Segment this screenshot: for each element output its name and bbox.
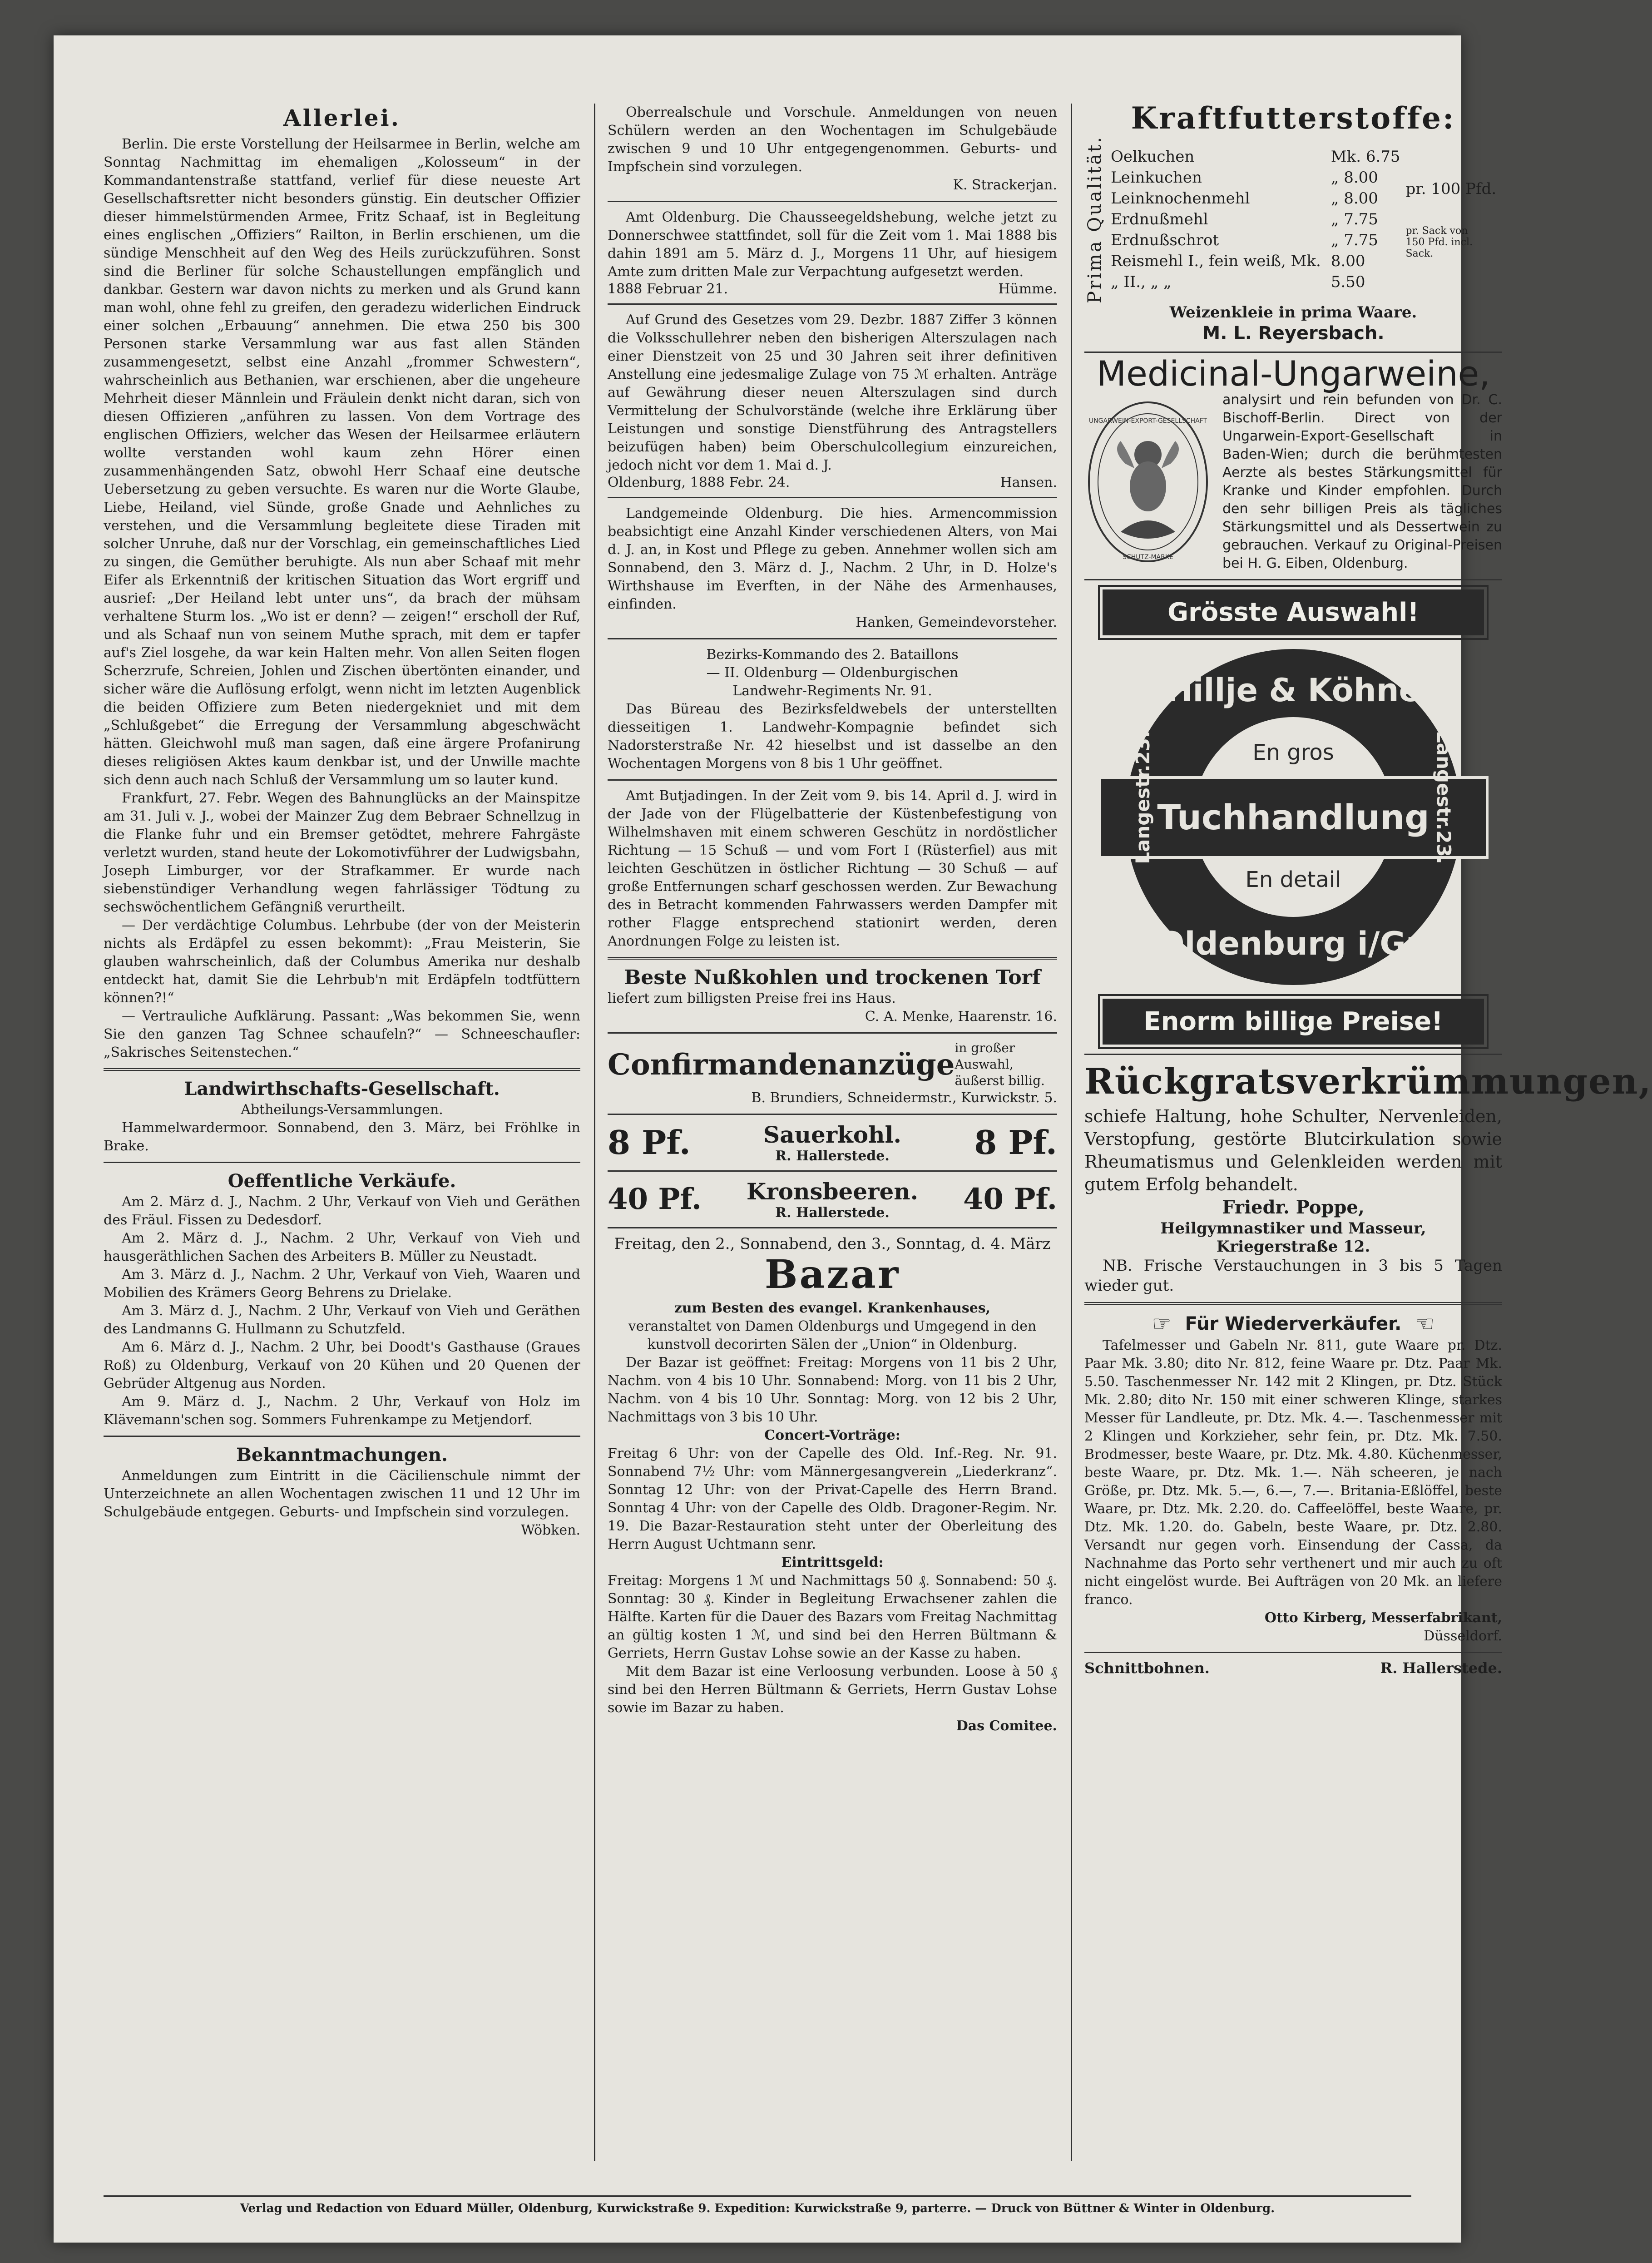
divider <box>1084 579 1502 580</box>
table-row <box>1106 230 1405 250</box>
divider <box>104 1068 580 1071</box>
table-row <box>1106 188 1405 208</box>
ad-amt-oldenburg: Amt Oldenburg. Die Chausseegeldshebung, welche jetzt zu Donnerschwee stattfindet, soll für die Zeit vom 1. Mai 1888 bis dahin 1891 am 5. März d. J., Morgens 11 Uhr, auf hiesigem Amte zum dritten Male zur Verpachtung aufgesetzt werden. <box>608 209 1057 280</box>
imprint-footer: Verlag und Redaction von Eduard Müller, Oldenburg, Kurwickstraße 9. Expedition: Kurwickstraße 9, parterre. — Druck von Büttner & Winter in Oldenburg. <box>104 2195 1411 2215</box>
ad-bezirk-head: — II. Oldenburg — Oldenburgischen <box>706 665 959 681</box>
price: 5.50 <box>1331 273 1365 292</box>
item: Schnittbohnen. <box>1084 1659 1210 1677</box>
ad-kohlen-text: liefert zum billigsten Preise frei ins Haus. <box>608 990 896 1006</box>
bazar-text1: veranstaltet von Damen Oldenburgs und Umgegend in den kunstvoll decorirten Sälen der „Union“ in Oldenburg. <box>628 1318 1037 1352</box>
ad-oberrealschule-sign: K. Strackerjan. <box>953 177 1057 193</box>
rv-addr: Kriegerstraße 12. <box>1216 1238 1370 1256</box>
price: „ 7.75 <box>1331 210 1378 229</box>
date: Oldenburg, 1888 Febr. 24. <box>608 475 790 490</box>
price: 8 Pf. <box>608 1123 691 1162</box>
divider <box>104 1162 580 1163</box>
unit-sack: pr. Sack von 150 Pfd. incl. Sack. <box>1405 225 1473 259</box>
kraftfutter-body <box>1084 135 1502 303</box>
ad-butjadingen: Amt Butjadingen. In der Zeit vom 9. bis 14. April d. J. wird in der Jade von der Flügelbatterie der Küstenbefestigung von Wilhelmshaven mit einem schweren Geschütz in nordöstlicher Richtung — 15 Schuß — und vom Fort I (Rüsterfiel) aus mit leichten Geschützen in östlicher Richtung — 30 Schuß — auf große Entfernungen scharf geschossen werden. Zur Bewachung des in Betracht kommenden Fahrwassers werden Dampfer mit rother Flagge entsprechend stationirt werden, deren Anordnungen Folge zu leisten ist. <box>608 788 1057 949</box>
ad-landgemeinde: Landgemeinde Oldenburg. Die hies. Armencommission beabsichtigt eine Anzahl Kinder verschiedenen Alters, von Mai d. J. an, in Kost und Pflege zu geben. Annehmer wollen sich am Sonnabend, den 3. März d. J., Nachm. 2 Uhr, in D. Holze's Wirthshause im Everften, in der Nähe des Armenhauses, einfinden. <box>608 505 1057 612</box>
divider <box>1084 1652 1502 1653</box>
price: 40 Pf. <box>608 1182 702 1216</box>
kraftfutter-extra: Weizenkleie in prima Waare. <box>1169 303 1417 322</box>
table-row <box>1106 251 1405 271</box>
lw-text: Hammelwardermoor. Sonnabend, den 3. März, bei Fröhlke in Brake. <box>104 1120 580 1154</box>
ad-amt-oldenburg-footer <box>608 281 1057 297</box>
price: 40 Pf. <box>963 1182 1057 1216</box>
ad-schnittbohnen <box>1084 1659 1502 1677</box>
item: Oelkuchen <box>1111 148 1195 166</box>
newspaper-page <box>54 35 1652 2243</box>
rv-nb: NB. Frische Verstauchungen in 3 bis 5 Tagen wieder gut. <box>1084 1257 1502 1295</box>
divider <box>608 638 1057 639</box>
column-rule <box>1071 104 1072 2161</box>
wv-city: Düsseldorf. <box>1424 1628 1502 1644</box>
hillje-koehne-seal <box>1125 649 1461 985</box>
item: Erdnußmehl <box>1111 210 1208 229</box>
bazar-dates: Freitag, den 2., Sonnabend, den 3., Sonntag, d. 4. März <box>614 1235 1051 1253</box>
ov-item: Am 2. März d. J., Nachm. 2 Uhr, Verkauf von Vieh und Geräthen des Fräul. Fissen zu Dedesdorf. <box>104 1194 580 1228</box>
divider <box>608 1032 1057 1034</box>
article-berlin: Berlin. Die erste Vorstellung der Heilsarmee in Berlin, welche am Sonntag Nachmittag im ehemaligen „Kolosseum“ in der Kommandantenstraße stattfand, verlief für diese neueste Art Gesellschaftsretter nicht besonders günstig. Ein deutscher Offizier dieser himmelstürmenden Armee, Fritz Schaaf, ist in Begleitung eines englischen „Offiziers“ Railton, in Berlin erschienen, um die sündige Menschheit auf den Weg des Heils zurückzuführen. Sonst sind die Berliner für solche Schaustellungen empfänglich und dankbar. Gestern war davon nichts zu merken und als Grund kann man wohl, ohne fehl zu greifen, den geradezu widerlichen Eindruck einer solchen „Erbauung“ annehmen. Die etwa 250 bis 300 Personen starke Versammlung war aus fast allen Ständen zusammengesetzt, selbst eine Anzahl „frommer Schwestern“, wahrscheinlich aus Bethanien, war erschienen, aber die ungeheure Mehrheit dieser Männlein und Fräulein denkt nicht daran, sich von diesen Offizieren „anführen zu lassen. Von dem Vortrage des englischen Offiziers, welcher das Wesen der Heilsarmee erläutern wollte verstanden wohl kaum zehn Hörer einen zusammenhängenden Satz, obwohl Herr Schaaf eine deutsche Uebersetzung zu geben versuchte. Es waren nur die Worte Glaube, Liebe, Heiland, viel Sünde, große Gnade und Aehnliches zu verstehen, und die Versammlung begleitete diese Tiraden mit solcher Unruhe, daß nur der Vorschlag, ein gemeinschaftliches Lied zu singen, die Gemüther beruhigte. Als nun aber Schaaf mit mehr Eifer als Erkenntniß der kritischen Situation das Wort ergriff und ausrief: „Der Heiland lebt unter uns“, da brach der mühsam verhaltene Sturm los. „Wo ist er denn? — zeigen!“ erscholl der Ruf, und als Schaaf nun von seinem Muthe sprach, mit dem er tapfer auf's Ziel losgehe, da war kein Halten mehr. Von allen Seiten flogen Scherzrufe, Schreien, Johlen und Zischen übertönten einander, und sicher wäre die Auflösung erfolgt, wenn nicht im letzten Augenblick die beiden Offiziere zum Beten niedergekniet und mit dem „Schlußgebet“ die Erregung der Versammlung abgeschwächt hätten. Gleichwohl muß man sagen, daß eine ärgere Profanirung dieses religiösen Aktes kaum denkbar ist, und der Unwille machte sich denn auch nach Schluß der Versammlung um so lauter kund. <box>104 136 580 788</box>
ad-gesetz: Auf Grund des Gesetzes vom 29. Dezbr. 1887 Ziffer 3 können die Volksschullehrer neben den bisherigen Alterszulagen nach einer Dienstzeit von 25 und 30 Jahren seit ihrer definitiven Anstellung eine jedesmalige Zulage von 75 ℳ erhalten. Anträge auf Gewährung dieser neuen Alterszulagen sind durch Vermittelung der Schulvorstände (welche ihre Erklärung über Leistungen und sonstige Dienstführung des Antragstellers beizufügen haben) beim Oberschulcollegium einzureichen, jedoch nicht vor dem 1. Mai d. J. <box>608 312 1057 473</box>
article-columbus: — Der verdächtige Columbus. Lehrbube (der von der Meisterin nichts als Erdäpfel zu essen bekommt): „Frau Meisterin, Sie glauben wahrscheinlich, daß der Columbus Amerika nur deshalb entdeckt hat, damit Sie die Lehrbub'n mit Erdäpfeln todtfüttern können?!“ <box>104 917 580 1006</box>
rv-name: Friedr. Poppe, <box>1222 1197 1365 1218</box>
seal-detail: En detail <box>1245 867 1341 893</box>
wv-text: Tafelmesser und Gabeln Nr. 811, gute Waare pr. Dtz. Paar Mk. 3.80; dito Nr. 812, feine Waare pr. Dtz. Paar Mk. 5.50. Taschenmesser Nr. 142 mit 2 Klingen, pr. Dtz. Stück Mk. 2.80; dito Nr. 150 mit einer schweren Klinge, starkes Messer für Landleute, pr. Dtz. Mk. 4.—. Taschenmesser mit 2 Klingen und Korkzieher, sehr fein, pr. Dtz. Mk. 7.50. Brodmesser, beste Waare, pr. Dtz. Mk. 4.80. Küchenmesser, beste Waare, pr. Dtz. Mk. 1.—. Näh scheeren, je nach Größe, pr. Dtz. Mk. 5.—, 6.—, 7.—. Britania-Eßlöffel, beste Waare, pr. Dtz. Mk. 2.20. do. Caffeelöffel, beste Waare, pr. Dtz. Mk. 1.20. do. Gabeln, beste Waare, pr. Dtz. 2.80. Versandt nur gegen vorh. Einsendung der Cassa, da Nachnahme das Porto sehr verthenert und mir auch zu oft nicht eingelöst wurde. Bei Aufträgen von 20 Mk. an liefere franco. <box>1084 1337 1502 1608</box>
signature: Hansen. <box>1000 475 1057 490</box>
price: „ 8.00 <box>1331 168 1378 187</box>
price: „ 8.00 <box>1331 189 1378 208</box>
seal-city: Oldenburg i/Gr. <box>1157 925 1429 963</box>
bazar-text2: Der Bazar ist geöffnet: Freitag: Morgens von 11 bis 2 Uhr, Nachm. von 4 bis 10 Uhr. Sonnabend: Morg. von 11 bis 2 Uhr, Nachm. von 4 bis 10 Uhr. Sonntag: Morg. von 12 bis 2 Uhr, Nachmittags von 3 bis 10 Uhr. <box>608 1355 1057 1425</box>
date: 1888 Februar 21. <box>608 281 728 297</box>
wv-head: Für Wiederverkäufer. <box>1185 1313 1402 1335</box>
bazar-entry: Freitag: Morgens 1 ℳ und Nachmittags 50 ₰. Sonnabend: 50 ₰. Sonntag: 30 ₰. Kinder in Begleitung Erwachsener zahlen die Hälfte. Karten für die Dauer des Bazars vom Freitag Nachmittag an gültig kosten 1 ℳ, und sind bei den Herren Bültmann & Gerriets, Herrn Gustav Lohse sowie an der Kasse zu haben. <box>608 1573 1057 1661</box>
ad-kronsbeeren-center <box>747 1178 918 1221</box>
divider <box>1084 1054 1502 1055</box>
cherub-icon <box>1084 396 1212 568</box>
bk-heading: Bekanntmachungen. <box>236 1444 448 1466</box>
ad-bezirk-text: Das Büreau des Bezirksfeldwebels der unterstellten diesseitigen 1. Landwehr-Kompagnie befindet sich Nadorsterstraße Nr. 42 hieselbst und ist dasselbe an den Wochentagen Morgens von 8 bis 1 Uhr geöffnet. <box>608 701 1057 772</box>
seal-name: Hillje & Köhne <box>1166 672 1421 709</box>
price: Mk. 6.75 <box>1331 148 1400 166</box>
ad-confirmanden-sign: B. Brundiers, Schneidermstr., Kurwickstr. 5. <box>751 1090 1057 1106</box>
bazar-concert: Freitag 6 Uhr: von der Capelle des Old. Inf.-Reg. Nr. 91. Sonnabend 7½ Uhr: vom Männergesangverein „Liederkranz“. Sonntag 12 Uhr: von der Privat-Capelle des Herrn Brand. Sonntag 4 Uhr: von der Capelle des Oldb. Dragoner-Regim. Nr. 19. Die Bazar-Restauration steht unter der Oberleitung des Herrn August Uchtmann senr. <box>608 1446 1057 1552</box>
column-1 <box>104 104 580 1540</box>
kraftfutter-head: Kraftfutterstoffe: <box>1131 100 1456 136</box>
unit: pr. 100 Pfd. <box>1405 179 1497 198</box>
seal-engros: En gros <box>1252 740 1334 766</box>
item: Leinknochenmehl <box>1111 189 1250 208</box>
divider <box>608 1114 1057 1115</box>
ov-heading: Oeffentliche Verkäufe. <box>228 1170 456 1192</box>
item: Sauerkohl. <box>763 1121 901 1148</box>
wv-header <box>1084 1311 1502 1337</box>
table-row <box>1106 147 1405 167</box>
item: Reismehl I., fein weiß, Mk. <box>1111 252 1321 271</box>
ov-item: Am 3. März d. J., Nachm. 2 Uhr, Verkauf von Vieh, Waaren und Mobilien des Krämers Georg Behrens zu Drielake. <box>104 1267 580 1301</box>
rv-text: schiefe Haltung, hohe Schulter, Nervenleiden, Verstopfung, gestörte Blutcirkulation sowie Rheumatismus und Gelenkleiden werden mit gutem Erfolg behandelt. <box>1084 1106 1502 1195</box>
bazar-head: Bazar <box>764 1252 900 1297</box>
bazar-concert-head: Concert-Vorträge: <box>764 1427 900 1443</box>
emblem-mark: SCHUTZ-MARKE <box>1123 554 1173 561</box>
emblem-text: UNGARWEIN-EXPORT-GESELLSCHAFT <box>1088 417 1207 425</box>
lw-heading: Landwirthschafts-Gesellschaft. <box>184 1078 500 1099</box>
ungarwein-emblem <box>1084 396 1212 568</box>
signature: R. Hallerstede. <box>1380 1659 1502 1677</box>
ov-item: Am 2. März d. J., Nachm. 2 Uhr, Verkauf von Vieh und hausgeräthlichen Sachen des Arbeiters B. Müller zu Neustadt. <box>104 1230 580 1264</box>
ad-gesetz-footer <box>608 475 1057 490</box>
bk-sign: Wöbken. <box>521 1522 580 1538</box>
table-row <box>1106 272 1405 292</box>
kraftfutter-sign: M. L. Reyersbach. <box>1202 323 1385 344</box>
ov-item: Am 6. März d. J., Nachm. 2 Uhr, bei Doodt's Gasthause (Graues Roß) zu Oldenburg, Verkauf von 20 Kühen und 20 Quenen der Gebrüder Altgenug aus Norden. <box>104 1339 580 1391</box>
rv-title: Heilgymnastiker und Masseur, <box>1160 1219 1426 1238</box>
ad-bezirk-head: Bezirks-Kommando des 2. Bataillons <box>706 647 959 663</box>
allerlei-heading: Allerlei. <box>283 104 401 131</box>
bk-text: Anmeldungen zum Eintritt in die Cäcilienschule nimmt der Unterzeichnete an allen Wochentagen zwischen 11 und 12 Uhr im Schulgebäude entgegen. Geburts- und Impfschein sind vorzulegen. <box>104 1468 580 1520</box>
ad-sauerkohl <box>608 1121 1057 1164</box>
banner-preise: Enorm billige Preise! <box>1103 999 1484 1045</box>
divider <box>1084 352 1502 353</box>
divider <box>104 1436 580 1437</box>
kraftfutter-units <box>1406 180 1497 259</box>
bazar-sub: zum Besten des evangel. Krankenhauses, <box>674 1300 991 1316</box>
signature: Hanken, Gemeindevorsteher. <box>856 614 1057 630</box>
divider <box>608 957 1057 960</box>
ad-confirmanden-side: in großer Auswahl, äußerst billig. <box>955 1040 1045 1088</box>
price: 8 Pf. <box>974 1123 1057 1162</box>
ad-confirmanden <box>608 1040 1057 1089</box>
wv-sign: Otto Kirberg, Messerfabrikant, <box>1264 1610 1502 1626</box>
bazar-sign: Das Comitee. <box>956 1718 1057 1734</box>
ad-bezirk-head: Landwehr-Regiments Nr. 91. <box>732 683 932 699</box>
seal-right: Langestr.23. <box>1433 731 1455 864</box>
item: „ II., „ „ <box>1111 273 1172 292</box>
article-aufklaerung: — Vertrauliche Aufklärung. Passant: „Was bekommen Sie, wenn Sie den ganzen Tag Schnee schaufeln?“ — Schneeschaufler: „Sakrisches Seitenstechen.“ <box>104 1008 580 1060</box>
seal-left: Langestr.23. <box>1132 731 1154 864</box>
bazar-lottery: Mit dem Bazar ist eine Verloosung verbunden. Loose à 50 ₰ sind bei den Herren Bültmann & Gerriets, Herrn Gustav Lohse sowie im Bazar zu haben. <box>608 1664 1057 1716</box>
table-row <box>1106 168 1405 188</box>
prima-label: Prima Qualität. <box>1084 135 1105 304</box>
ad-kohlen-sign: C. A. Menke, Haarenstr. 16. <box>865 1009 1057 1025</box>
item: Leinkuchen <box>1111 168 1202 187</box>
ad-sauerkohl-center <box>763 1121 901 1164</box>
article-frankfurt: Frankfurt, 27. Febr. Wegen des Bahnunglücks an der Mainspitze am 31. Juli v. J., wobei der Mainzer Zug dem Bebraer Schnellzug in die Flanke fuhr und ein Bremser getödtet, mehrere Fahrgäste verletzt wurden, stand heute der Lokomotivführer der Ludwigsbahn, Joseph Limburger, vor der Strafkammer. Er wurde nach siebenstündiger Verhandlung wegen fahrlässiger Tödtung zu sechswöchentlichem Gefängniß verurtheilt. <box>104 790 580 915</box>
ad-kohlen-head: Beste Nußkohlen und trockenen Torf <box>624 966 1041 989</box>
divider <box>608 201 1057 202</box>
item: Kronsbeeren. <box>746 1178 919 1205</box>
column-3 <box>1084 100 1652 1677</box>
divider <box>608 1227 1057 1228</box>
banner-auswahl: Grösste Auswahl! <box>1103 589 1484 635</box>
ad-kronsbeeren <box>608 1178 1057 1221</box>
column-rule <box>594 104 595 2161</box>
divider <box>1084 1302 1502 1305</box>
signature: R. Hallerstede. <box>775 1205 890 1221</box>
ad-oberrealschule: Oberrealschule und Vorschule. Anmeldungen von neuen Schülern werden an den Wochentagen im Schulgebäude zwischen 9 und 10 Uhr entgegengenommen. Geburts- und Impfschein sind vorzulegen. <box>608 104 1057 175</box>
price: „ 7.75 <box>1331 231 1378 250</box>
ov-item: Am 3. März d. J., Nachm. 2 Uhr, Verkauf von Vieh und Geräthen des Landmanns G. Hullmann zu Schutzfeld. <box>104 1303 580 1337</box>
divider <box>608 779 1057 781</box>
seal-band: Tuchhandlung <box>1098 776 1489 859</box>
ungarwein-head: Medicinal-Ungarweine, <box>1096 353 1490 394</box>
rv-head: Rückgratsverkrümmungen, <box>1084 1061 1652 1103</box>
lw-subheading: Abtheilungs-Versammlungen. <box>241 1102 443 1118</box>
ov-item: Am 9. März d. J., Nachm. 2 Uhr, Verkauf von Holz im Klävemann'schen sog. Sommers Fuhrenkampe zu Metjendorf. <box>104 1394 580 1428</box>
ungarwein-text: analysirt und rein befunden von Dr. C. Bischoff-Berlin. Direct von der Ungarwein-Export-Gesellschaft in Baden-Wien; durch die berühmtesten Aerzte als bestes Stärkungsmittel für Kranke und Kinder empfohlen. Durch den sehr billigen Preis als tägliches Stärkungsmittel und als Dessertwein zu gebrauchen. Verkauf zu Original-Preisen bei H. G. Eiben, Oldenburg. <box>1222 392 1502 572</box>
signature: Hümme. <box>998 281 1057 297</box>
pointing-hand-icon: ☞ <box>1152 1311 1172 1337</box>
table-row <box>1106 209 1405 229</box>
item: Erdnußschrot <box>1111 231 1219 250</box>
divider <box>608 303 1057 305</box>
divider <box>608 1170 1057 1172</box>
divider <box>608 497 1057 498</box>
kraftfutter-table <box>1105 146 1406 293</box>
price: 8.00 <box>1331 252 1365 271</box>
signature: R. Hallerstede. <box>775 1148 890 1164</box>
bazar-entry-head: Eintrittsgeld: <box>781 1555 884 1570</box>
column-2 <box>608 104 1057 1735</box>
ad-confirmanden-head: Confirmandenanzüge <box>608 1047 955 1082</box>
pointing-hand-icon: ☞ <box>1415 1311 1435 1337</box>
